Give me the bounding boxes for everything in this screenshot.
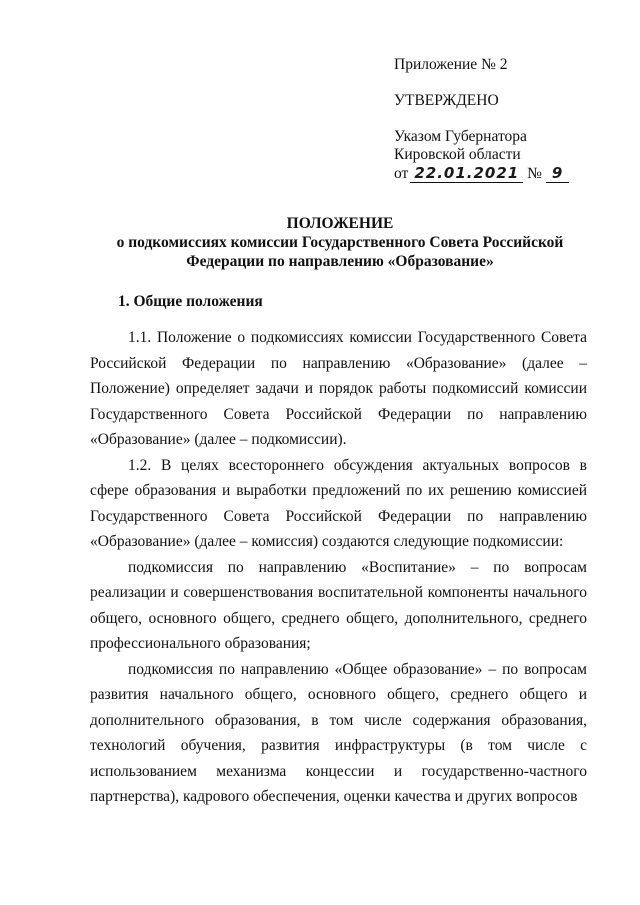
handwritten-number: 9 bbox=[546, 164, 569, 183]
paragraph-obshee: подкомиссия по направлению «Общее образование» – по вопросам развития начального общего, основного общего, среднего общего и дополнительного образования, в том числе содержания образования, технологий обучения, развития инфраструктуры (в том числе с использованием механизма концессии и государственно-частного партнерства), кадрового обеспечения, оценки качества и других вопросов bbox=[90, 660, 587, 805]
handwritten-date: 22.01.2021 bbox=[410, 164, 523, 183]
title-line-2: Федерации по направлению «Образование» bbox=[186, 253, 494, 270]
decree-line-1: Указом Губернатора bbox=[394, 128, 527, 145]
decree-line-2: Кировской области bbox=[394, 146, 521, 163]
title-line-1: о подкомиссиях комиссии Государственного Совета Российской bbox=[116, 234, 564, 251]
approval-block bbox=[394, 56, 569, 183]
approved-label: УТВЕРЖДЕНО bbox=[394, 92, 499, 109]
number-prefix: № bbox=[527, 165, 542, 182]
paragraph-vospitanie: подкомиссия по направлению «Воспитание» – по вопросам реализации и совершенствования воспитательной компоненты начального общего, основного общего, среднего общего, дополнительного, среднего профессионального образования; bbox=[90, 558, 587, 652]
from-prefix: от bbox=[394, 165, 409, 182]
document-title bbox=[60, 214, 620, 271]
title-heading: ПОЛОЖЕНИЕ bbox=[286, 215, 394, 232]
decree-date-line bbox=[394, 164, 569, 183]
document-body bbox=[90, 325, 587, 810]
paragraph-1-1: 1.1. Положение о подкомиссиях комиссии Государственного Совета Российской Федерации по направлению «Образование» (далее – Положение) определяет задачи и порядок работы подкомиссий комиссии Государственного Совета Российской Федерации по направлению «Образование» (далее – подкомиссии). bbox=[90, 329, 587, 448]
appendix-label: Приложение № 2 bbox=[394, 56, 508, 73]
section-heading: 1. Общие положения bbox=[118, 293, 263, 310]
paragraph-1-2: 1.2. В целях всестороннего обсуждения актуальных вопросов в сфере образования и выработки предложений по их решению комиссией Государственного Совета Российской Федерации по направлению «Образование» (далее – комиссия) создаются следующие подкомиссии: bbox=[90, 456, 587, 550]
